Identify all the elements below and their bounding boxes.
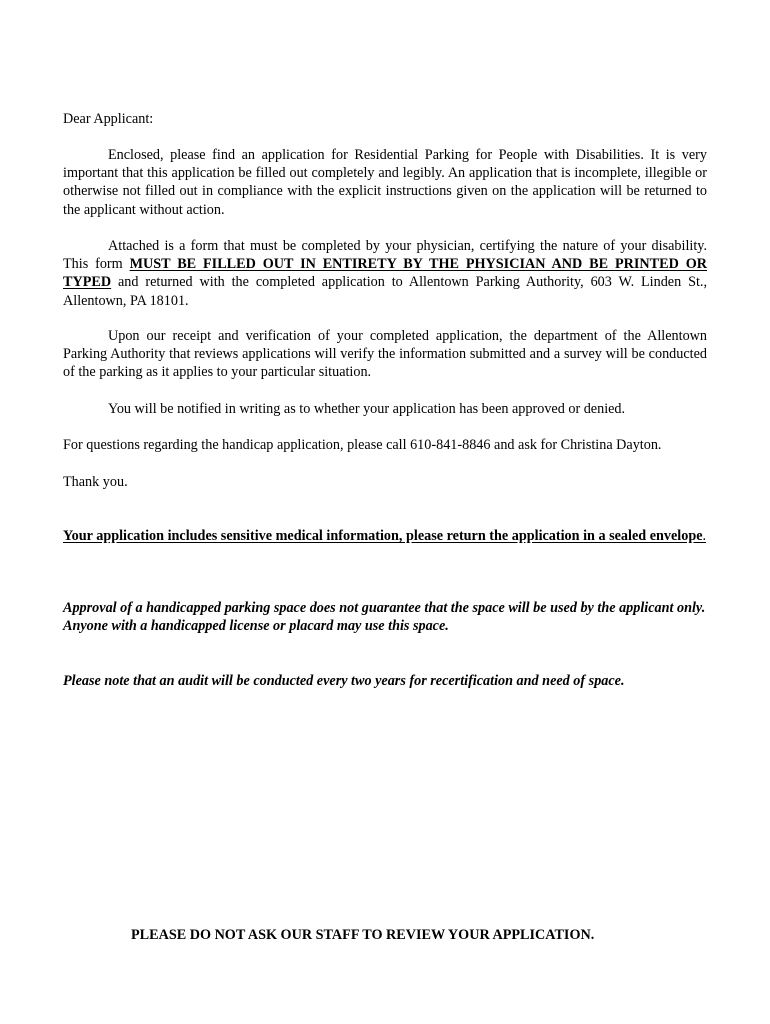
audit-notice: Please note that an audit will be conducted every two years for recertification and need of space. (63, 673, 625, 689)
closing: Thank you. (63, 474, 128, 490)
paragraph-physician-form (63, 237, 707, 310)
paragraph-questions-contact: For questions regarding the handicap application, please call 610-841-8846 and ask for Christina Dayton. (63, 437, 662, 453)
physician-form-text-end: and returned with the completed application to Allentown Parking Authority, 603 W. Linden St., Allentown, PA 18101. (63, 274, 707, 309)
paragraph-verification: Upon our receipt and verification of your completed application, the department of the Allentown Parking Authority that reviews applications will verify the information submitted and a survey will be conducted of the parking as it applies to your particular situation. (63, 328, 707, 381)
sealed-envelope-notice-period: . (702, 528, 707, 544)
physician-form-requirement: MUST BE FILLED OUT IN ENTIRETY BY THE PHYSICIAN AND BE PRINTED OR TYPED (63, 256, 707, 291)
staff-review-warning: PLEASE DO NOT ASK OUR STAFF TO REVIEW YOUR APPLICATION. (131, 927, 595, 943)
sealed-envelope-notice-text: Your application includes sensitive medical information, please return the application in a sealed envelope (63, 528, 703, 544)
salutation: Dear Applicant: (63, 111, 154, 127)
sealed-envelope-notice (63, 527, 707, 545)
physician-form-text-start: Attached is a form that must be completed by your physician, certifying the nature of your disability. This form (63, 238, 707, 273)
paragraph-notification: You will be notified in writing as to whether your application has been approved or denied. (108, 401, 626, 417)
approval-disclaimer: Approval of a handicapped parking space does not guarantee that the space will be used by the applicant only. Anyone with a handicapped license or placard may use this space. (63, 600, 706, 635)
paragraph-application-instructions: Enclosed, please find an application for Residential Parking for People with Disabilities. It is very important that this application be filled out completely and legibly. An application that is incomplete, illegible or otherwise not filled out in compliance with the explicit instructions given on the application will be returned to the applicant without action. (63, 147, 707, 218)
